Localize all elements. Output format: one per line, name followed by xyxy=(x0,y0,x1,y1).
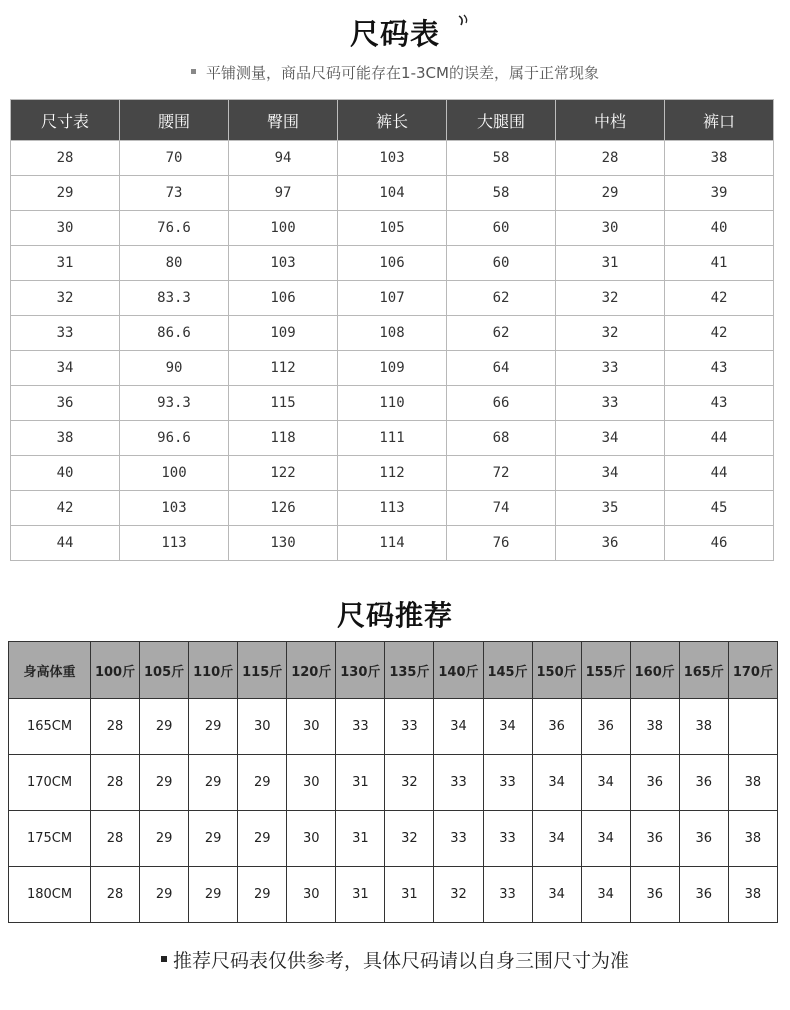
size-header-cell: 腰围 xyxy=(120,100,229,141)
size-cell: 40 xyxy=(11,456,120,491)
size-cell: 33 xyxy=(556,351,665,386)
rec-header-cell: 150斤 xyxy=(532,642,581,699)
rec-header-cell: 130斤 xyxy=(336,642,385,699)
size-cell: 112 xyxy=(338,456,447,491)
size-cell: 105 xyxy=(338,211,447,246)
size-cell: 64 xyxy=(447,351,556,386)
rec-cell: 33 xyxy=(385,699,434,755)
size-cell: 31 xyxy=(556,246,665,281)
size-cell: 35 xyxy=(556,491,665,526)
rec-cell: 30 xyxy=(287,699,336,755)
size-table-body xyxy=(11,141,774,561)
size-cell: 104 xyxy=(338,176,447,211)
table-row xyxy=(11,351,774,386)
size-cell: 28 xyxy=(556,141,665,176)
table-row xyxy=(11,281,774,316)
size-cell: 41 xyxy=(665,246,774,281)
size-cell: 60 xyxy=(447,211,556,246)
rec-cell: 32 xyxy=(385,755,434,811)
size-cell: 112 xyxy=(229,351,338,386)
rec-cell: 30 xyxy=(287,755,336,811)
size-cell: 44 xyxy=(665,456,774,491)
rec-header-cell: 110斤 xyxy=(189,642,238,699)
rec-cell: 29 xyxy=(238,811,287,867)
rec-cell: 36 xyxy=(532,699,581,755)
size-cell: 109 xyxy=(338,351,447,386)
size-cell: 42 xyxy=(11,491,120,526)
table-row xyxy=(11,456,774,491)
size-cell: 72 xyxy=(447,456,556,491)
size-cell: 32 xyxy=(11,281,120,316)
table-row xyxy=(11,421,774,456)
size-cell: 83.3 xyxy=(120,281,229,316)
size-header-cell: 尺寸表 xyxy=(11,100,120,141)
rec-header-cell: 170斤 xyxy=(728,642,777,699)
size-cell: 114 xyxy=(338,526,447,561)
rec-cell: 36 xyxy=(630,811,679,867)
rec-cell: 29 xyxy=(238,755,287,811)
rec-cell: 32 xyxy=(434,867,483,923)
size-cell: 86.6 xyxy=(120,316,229,351)
size-cell: 32 xyxy=(556,281,665,316)
rec-cell: 30 xyxy=(238,699,287,755)
rec-cell: 28 xyxy=(91,867,140,923)
rec-cell: 33 xyxy=(434,755,483,811)
rec-header-cell: 145斤 xyxy=(483,642,532,699)
table-row xyxy=(11,316,774,351)
size-cell: 108 xyxy=(338,316,447,351)
rec-cell: 28 xyxy=(91,811,140,867)
rec-cell: 180CM xyxy=(9,867,91,923)
table-row xyxy=(9,755,778,811)
size-cell: 28 xyxy=(11,141,120,176)
size-cell: 34 xyxy=(11,351,120,386)
rec-cell: 29 xyxy=(189,755,238,811)
size-cell: 38 xyxy=(665,141,774,176)
size-header-cell: 中档 xyxy=(556,100,665,141)
rec-header-cell: 135斤 xyxy=(385,642,434,699)
size-table xyxy=(10,99,774,561)
rec-cell: 36 xyxy=(581,699,630,755)
table-row xyxy=(11,176,774,211)
size-cell: 33 xyxy=(11,316,120,351)
rec-cell: 34 xyxy=(532,755,581,811)
rec-cell: 29 xyxy=(140,699,189,755)
size-cell: 58 xyxy=(447,176,556,211)
table-row xyxy=(9,811,778,867)
size-cell: 130 xyxy=(229,526,338,561)
rec-cell: 31 xyxy=(385,867,434,923)
rec-cell: 36 xyxy=(679,811,728,867)
size-cell: 107 xyxy=(338,281,447,316)
recommend-footnote xyxy=(0,946,790,973)
recommend-table xyxy=(8,641,778,923)
size-header-cell: 臀围 xyxy=(229,100,338,141)
rec-cell: 165CM xyxy=(9,699,91,755)
size-cell: 39 xyxy=(665,176,774,211)
table-row xyxy=(11,526,774,561)
rec-cell: 175CM xyxy=(9,811,91,867)
bullet-icon xyxy=(161,956,167,962)
size-cell: 34 xyxy=(556,456,665,491)
size-header-cell: 大腿围 xyxy=(447,100,556,141)
size-cell: 103 xyxy=(338,141,447,176)
size-cell: 115 xyxy=(229,386,338,421)
size-cell: 73 xyxy=(120,176,229,211)
rec-cell: 29 xyxy=(140,755,189,811)
size-cell: 42 xyxy=(665,316,774,351)
size-chart-title: 尺码表 xyxy=(349,17,440,51)
size-cell: 103 xyxy=(229,246,338,281)
rec-cell: 34 xyxy=(581,811,630,867)
rec-cell: 33 xyxy=(434,811,483,867)
size-cell: 42 xyxy=(665,281,774,316)
size-cell: 68 xyxy=(447,421,556,456)
size-cell: 30 xyxy=(556,211,665,246)
size-cell: 43 xyxy=(665,386,774,421)
rec-header-cell: 120斤 xyxy=(287,642,336,699)
rec-cell: 31 xyxy=(336,867,385,923)
size-cell: 34 xyxy=(556,421,665,456)
size-cell: 36 xyxy=(556,526,665,561)
rec-header-cell: 105斤 xyxy=(140,642,189,699)
size-table-header xyxy=(11,100,774,141)
rec-cell: 38 xyxy=(728,755,777,811)
rec-cell: 33 xyxy=(483,811,532,867)
recommend-table-body xyxy=(9,699,778,923)
table-row xyxy=(11,491,774,526)
size-header-cell: 裤口 xyxy=(665,100,774,141)
size-cell: 74 xyxy=(447,491,556,526)
rec-header-cell: 140斤 xyxy=(434,642,483,699)
rec-cell: 28 xyxy=(91,699,140,755)
size-cell: 45 xyxy=(665,491,774,526)
rec-cell: 34 xyxy=(581,755,630,811)
rec-header-cell: 160斤 xyxy=(630,642,679,699)
size-cell: 32 xyxy=(556,316,665,351)
size-cell: 93.3 xyxy=(120,386,229,421)
rec-header-cell: 155斤 xyxy=(581,642,630,699)
size-cell: 31 xyxy=(11,246,120,281)
table-row xyxy=(11,246,774,281)
rec-cell: 38 xyxy=(630,699,679,755)
size-cell: 44 xyxy=(665,421,774,456)
size-cell: 60 xyxy=(447,246,556,281)
size-cell: 97 xyxy=(229,176,338,211)
size-cell: 33 xyxy=(556,386,665,421)
size-cell: 94 xyxy=(229,141,338,176)
rec-cell: 33 xyxy=(483,867,532,923)
size-cell: 113 xyxy=(338,491,447,526)
rec-cell: 34 xyxy=(532,811,581,867)
rec-cell: 29 xyxy=(140,811,189,867)
rec-header-cell: 身高体重 xyxy=(9,642,91,699)
size-cell: 30 xyxy=(11,211,120,246)
rec-cell: 29 xyxy=(189,699,238,755)
rec-cell: 32 xyxy=(385,811,434,867)
bullet-icon xyxy=(191,69,196,74)
rec-cell: 29 xyxy=(189,811,238,867)
rec-cell: 34 xyxy=(532,867,581,923)
size-cell: 76 xyxy=(447,526,556,561)
rec-cell: 38 xyxy=(679,699,728,755)
size-cell: 103 xyxy=(120,491,229,526)
rec-cell: 34 xyxy=(434,699,483,755)
rec-cell: 29 xyxy=(140,867,189,923)
size-cell: 38 xyxy=(11,421,120,456)
size-cell: 122 xyxy=(229,456,338,491)
measurement-note xyxy=(0,62,790,83)
size-cell: 29 xyxy=(556,176,665,211)
size-cell: 66 xyxy=(447,386,556,421)
size-cell: 46 xyxy=(665,526,774,561)
rec-cell: 29 xyxy=(189,867,238,923)
size-cell: 40 xyxy=(665,211,774,246)
rec-cell: 28 xyxy=(91,755,140,811)
table-row xyxy=(11,386,774,421)
size-cell: 58 xyxy=(447,141,556,176)
rec-cell: 38 xyxy=(728,867,777,923)
size-cell: 29 xyxy=(11,176,120,211)
rec-header-cell: 115斤 xyxy=(238,642,287,699)
table-row xyxy=(11,211,774,246)
size-cell: 106 xyxy=(229,281,338,316)
rec-cell: 170CM xyxy=(9,755,91,811)
rec-cell: 31 xyxy=(336,755,385,811)
size-cell: 106 xyxy=(338,246,447,281)
size-cell: 100 xyxy=(120,456,229,491)
size-cell: 109 xyxy=(229,316,338,351)
size-cell: 62 xyxy=(447,281,556,316)
table-row xyxy=(11,141,774,176)
rec-cell: 34 xyxy=(483,699,532,755)
size-cell: 62 xyxy=(447,316,556,351)
swoosh-icon xyxy=(455,14,471,30)
rec-cell: 30 xyxy=(287,811,336,867)
size-cell: 111 xyxy=(338,421,447,456)
rec-cell: 29 xyxy=(238,867,287,923)
measurement-note-text: 平铺测量，商品尺码可能存在1-3CM的误差，属于正常现象 xyxy=(206,64,599,82)
rec-cell: 36 xyxy=(630,867,679,923)
rec-cell: 33 xyxy=(483,755,532,811)
size-header-cell: 裤长 xyxy=(338,100,447,141)
size-cell: 76.6 xyxy=(120,211,229,246)
table-row xyxy=(9,867,778,923)
size-cell: 118 xyxy=(229,421,338,456)
rec-cell: 36 xyxy=(630,755,679,811)
rec-cell: 36 xyxy=(679,755,728,811)
table-row xyxy=(9,699,778,755)
recommend-title: 尺码推荐 xyxy=(336,599,453,632)
rec-cell: 38 xyxy=(728,811,777,867)
rec-cell: 33 xyxy=(336,699,385,755)
size-cell: 113 xyxy=(120,526,229,561)
rec-header-cell: 100斤 xyxy=(91,642,140,699)
rec-cell: 36 xyxy=(679,867,728,923)
recommend-footnote-text: 推荐尺码表仅供参考，具体尺码请以自身三围尺寸为准 xyxy=(172,950,629,972)
size-cell: 70 xyxy=(120,141,229,176)
size-cell: 110 xyxy=(338,386,447,421)
size-cell: 126 xyxy=(229,491,338,526)
size-cell: 100 xyxy=(229,211,338,246)
recommend-table-header xyxy=(9,642,778,699)
rec-cell xyxy=(728,699,777,755)
size-cell: 90 xyxy=(120,351,229,386)
size-cell: 44 xyxy=(11,526,120,561)
size-cell: 36 xyxy=(11,386,120,421)
rec-header-cell: 165斤 xyxy=(679,642,728,699)
rec-cell: 31 xyxy=(336,811,385,867)
rec-cell: 34 xyxy=(581,867,630,923)
size-cell: 80 xyxy=(120,246,229,281)
size-cell: 43 xyxy=(665,351,774,386)
size-cell: 96.6 xyxy=(120,421,229,456)
rec-cell: 30 xyxy=(287,867,336,923)
